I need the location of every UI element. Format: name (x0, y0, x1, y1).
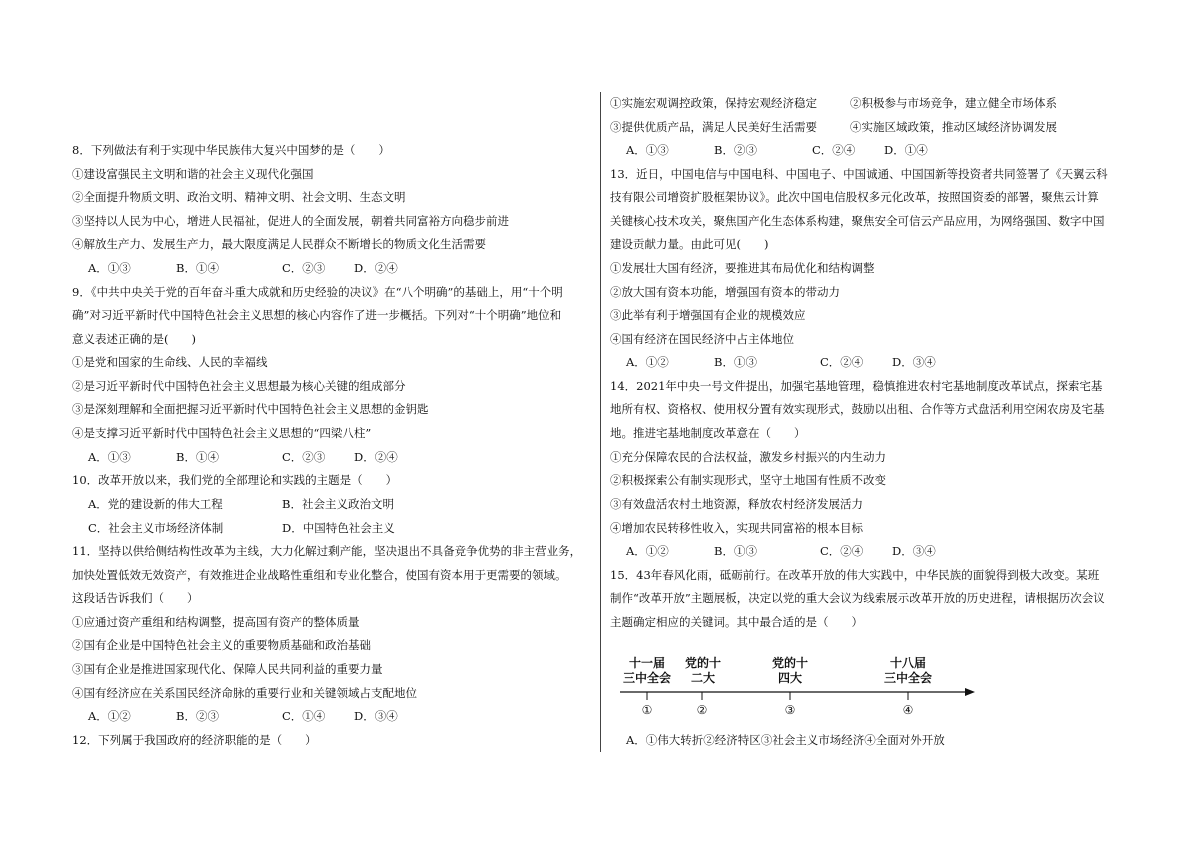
timeline-label-4-bottom: 三中全会 (883, 671, 932, 685)
question-11-option-a[interactable]: A．①② (88, 709, 131, 723)
timeline-label-3 (767, 656, 813, 686)
question-14-item-2: ②积极探索公有制实现形式，坚守土地国有性质不改变 (610, 473, 886, 487)
question-10-option-b[interactable]: B．社会主义政治文明 (282, 497, 394, 511)
question-12-option-b[interactable]: B．②③ (714, 143, 757, 157)
timeline-marker-3: ③ (784, 703, 796, 717)
timeline-marker-1: ① (641, 703, 653, 717)
question-14-stem-line-1: 14．2021年中央一号文件提出，加强宅基地管理，稳慎推进农村宅基地制度改革试点，探索宅基 (610, 379, 1103, 393)
question-13-option-d[interactable]: D．③④ (892, 355, 936, 369)
question-11-stem-line-1: 11．坚持以供给侧结构性改革为主线，大力化解过剩产能，坚决退出不具备竞争优势的非主营业务， (72, 544, 582, 558)
question-11-item-1: ①应通过资产重组和结构调整，提高国有资产的整体质量 (72, 615, 360, 629)
question-14-stem-line-2: 地所有权、资格权、使用权分置有效实现形式，鼓励以出租、合作等方式盘活利用空闲农房及宅基 (610, 402, 1105, 416)
timeline-label-2 (680, 656, 726, 686)
question-11-item-3: ③国有企业是推进国家现代化、保障人民共同利益的重要力量 (72, 662, 383, 676)
question-15-stem-line-1: 15．43年春风化雨，砥砺前行。在改革开放的伟大实践中，中华民族的面貌得到极大改变。某班 (610, 568, 1100, 582)
timeline-label-1-top: 十一届 (628, 656, 665, 670)
question-8-item-4: ④解放生产力、发展生产力，最大限度满足人民群众不断增长的物质文化生活需要 (72, 237, 486, 251)
question-9-stem-line-2: 确”对习近平新时代中国特色社会主义思想的核心内容作了进一步概括。下列对“十个明确”地位和 (72, 308, 562, 322)
question-11-stem-line-3: 这段话告诉我们（ ） (72, 591, 199, 605)
timeline-label-4-top: 十八届 (889, 656, 926, 670)
question-9-stem-line-3: 意义表述正确的是( ) (72, 332, 196, 346)
question-14-option-a[interactable]: A．①② (626, 544, 669, 558)
question-15-stem-line-3: 主题确定相应的关键词。其中最合适的是（ ） (610, 615, 863, 629)
question-8-option-a[interactable]: A．①③ (88, 261, 131, 275)
question-9-option-a[interactable]: A．①③ (88, 450, 131, 464)
question-14-option-b[interactable]: B．①③ (714, 544, 757, 558)
question-8-stem: 8．下列做法有利于实现中华民族伟大复兴中国梦的是（ ） (72, 143, 390, 157)
question-13-stem-line-1: 13．近日，中国电信与中国电科、中国电子、中国诚通、中国国新等投资者共同签署了《天翼云科 (610, 167, 1108, 181)
question-12-item-3: ③提供优质产品，满足人民美好生活需要 (610, 120, 817, 134)
timeline-label-3-top: 党的十 (771, 656, 808, 670)
timeline-label-1-bottom: 三中全会 (622, 671, 671, 685)
question-13-option-b[interactable]: B．①③ (714, 355, 757, 369)
timeline-label-2-top: 党的十 (684, 656, 721, 670)
question-10-option-c[interactable]: C．社会主义市场经济体制 (88, 521, 224, 535)
question-13-stem-line-4: 建设贡献力量。由此可见( ) (610, 237, 769, 251)
question-11-item-2: ②国有企业是中国特色社会主义的重要物质基础和政治基础 (72, 638, 371, 652)
timeline-label-1 (617, 656, 677, 686)
question-11-option-c[interactable]: C．①④ (282, 709, 326, 723)
question-15-option-a[interactable]: A．①伟大转折②经济特区③社会主义市场经济④全面对外开放 (626, 733, 945, 747)
question-9-option-d[interactable]: D．②④ (354, 450, 398, 464)
question-15-stem-line-2: 制作“改革开放”主题展板，决定以党的重大会议为线索展示改革开放的历史进程，请根据历次会议 (610, 591, 1105, 605)
question-10-option-d[interactable]: D．中国特色社会主义 (282, 521, 395, 535)
question-8-item-3: ③坚持以人民为中心，增进人民福祉，促进人的全面发展，朝着共同富裕方向稳步前进 (72, 214, 509, 228)
question-12-stem: 12．下列属于我国政府的经济职能的是（ ） (72, 733, 317, 747)
question-13-item-4: ④国有经济在国民经济中占主体地位 (610, 332, 794, 346)
question-8-option-d[interactable]: D．②④ (354, 261, 398, 275)
question-13-stem-line-2: 技有限公司增资扩股框架协议》。此次中国电信股权多元化改革，按照国资委的部署，聚焦云计算 (610, 190, 1099, 204)
question-8-item-1: ①建设富强民主文明和谐的社会主义现代化强国 (72, 167, 314, 181)
timeline-marker-4: ④ (902, 703, 914, 717)
question-11-item-4: ④国有经济应在关系国民经济命脉的重要行业和关键领域占支配地位 (72, 686, 417, 700)
question-12-option-a[interactable]: A．①③ (626, 143, 669, 157)
question-14-item-3: ③有效盘活农村土地资源，释放农村经济发展活力 (610, 497, 863, 511)
timeline-marker-2: ② (696, 703, 708, 717)
question-13-stem-line-3: 关键核心技术攻关，聚焦国产化生态体系构建，聚焦安全可信云产品应用，为网络强国、数字中国 (610, 214, 1105, 228)
question-13-option-a[interactable]: A．①② (626, 355, 669, 369)
column-divider (600, 92, 601, 752)
question-14-option-d[interactable]: D．③④ (892, 544, 936, 558)
question-11-option-b[interactable]: B．②③ (176, 709, 219, 723)
question-9-item-2: ②是习近平新时代中国特色社会主义思想最为核心关键的组成部分 (72, 379, 406, 393)
question-9-option-b[interactable]: B．①④ (176, 450, 219, 464)
timeline-label-3-bottom: 四大 (777, 671, 802, 685)
timeline-label-4 (878, 656, 938, 686)
question-9-stem-line-1: 9．《中共中央关于党的百年奋斗重大成就和历史经验的决议》在“八个明确”的基础上，用“十个明 (72, 285, 563, 299)
timeline-label-2-bottom: 二大 (690, 671, 715, 685)
question-13-item-3: ③此举有利于增强国有企业的规模效应 (610, 308, 806, 322)
question-13-item-1: ①发展壮大国有经济，要推进其布局优化和结构调整 (610, 261, 875, 275)
question-12-item-1: ①实施宏观调控政策，保持宏观经济稳定 (610, 96, 817, 110)
question-9-item-4: ④是支撑习近平新时代中国特色社会主义思想的“四梁八柱” (72, 426, 372, 440)
timeline-diagram (610, 650, 990, 720)
question-12-item-2: ②积极参与市场竞争，建立健全市场体系 (850, 96, 1057, 110)
question-12-item-4: ④实施区域政策，推动区域经济协调发展 (850, 120, 1057, 134)
question-11-stem-line-2: 加快处置低效无效资产，有效推进企业战略性重组和专业化整合，使国有资本用于更需要的领域。 (72, 568, 567, 582)
question-14-option-c[interactable]: C．②④ (820, 544, 864, 558)
question-8-option-b[interactable]: B．①④ (176, 261, 219, 275)
question-13-item-2: ②放大国有资本功能，增强国有资本的带动力 (610, 285, 840, 299)
question-13-option-c[interactable]: C．②④ (820, 355, 864, 369)
question-14-item-4: ④增加农民转移性收入，实现共同富裕的根本目标 (610, 521, 863, 535)
question-8-option-c[interactable]: C．②③ (282, 261, 326, 275)
question-9-item-1: ①是党和国家的生命线、人民的幸福线 (72, 355, 268, 369)
question-12-option-d[interactable]: D．①④ (884, 143, 928, 157)
question-12-option-c[interactable]: C．②④ (812, 143, 856, 157)
question-8-item-2: ②全面提升物质文明、政治文明、精神文明、社会文明、生态文明 (72, 190, 406, 204)
question-9-option-c[interactable]: C．②③ (282, 450, 326, 464)
question-11-option-d[interactable]: D．③④ (354, 709, 398, 723)
question-10-stem: 10．改革开放以来，我们党的全部理论和实践的主题是（ ） (72, 473, 398, 487)
question-14-stem-line-3: 地。推进宅基地制度改革意在（ ） (610, 426, 806, 440)
question-9-item-3: ③是深刻理解和全面把握习近平新时代中国特色社会主义思想的金钥匙 (72, 402, 429, 416)
question-14-item-1: ①充分保障农民的合法权益，激发乡村振兴的内生动力 (610, 450, 886, 464)
question-10-option-a[interactable]: A．党的建设新的伟大工程 (88, 497, 223, 511)
